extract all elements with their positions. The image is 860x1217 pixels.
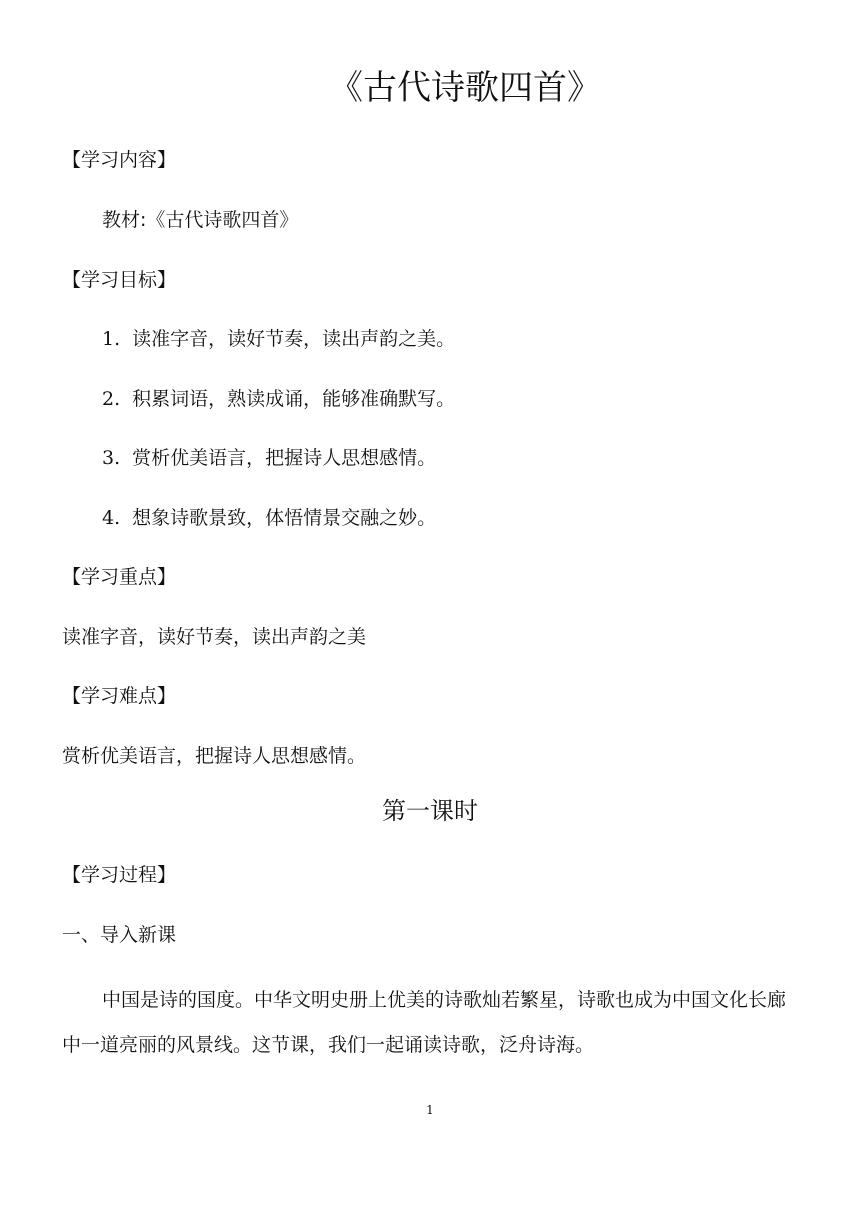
goal-number: 2. [102, 388, 121, 410]
difficulty-text: 赏析优美语言，把握诗人思想感情。 [62, 745, 367, 767]
goal-text: 读准字音，读好节奏，读出声韵之美。 [132, 328, 456, 350]
goal-text: 赏析优美语言，把握诗人思想感情。 [132, 447, 437, 469]
content-text: 教材:《古代诗歌四首》 [102, 209, 299, 231]
goal-number: 4. [102, 507, 121, 529]
section-heading-content: 【学习内容】 [62, 149, 177, 171]
lesson-title: 第一课时 [382, 797, 478, 825]
section-heading-focus: 【学习重点】 [62, 566, 177, 588]
section-heading-difficulty: 【学习难点】 [62, 685, 177, 707]
goal-text: 想象诗歌景致，体悟情景交融之妙。 [132, 507, 437, 529]
document-title: 《古代诗歌四首》 [329, 68, 601, 108]
goal-number: 1. [102, 328, 121, 350]
step-heading: 一、导入新课 [62, 924, 177, 946]
goal-number: 3. [102, 447, 121, 469]
goal-item [102, 327, 455, 351]
page-number: 1 [426, 1103, 434, 1117]
section-heading-goals: 【学习目标】 [62, 269, 177, 291]
goal-item [102, 446, 436, 470]
focus-text: 读准字音，读好节奏，读出声韵之美 [62, 626, 367, 648]
goal-item [102, 387, 455, 411]
goal-item [102, 506, 436, 530]
goal-text: 积累词语，熟读成诵，能够准确默写。 [132, 388, 456, 410]
step-paragraph: 中国是诗的国度。中华文明史册上优美的诗歌灿若繁星，诗歌也成为中国文化长廊中一道亮丽的风景线。这节课，我们一起诵读诗歌，泛舟诗海。 [62, 989, 787, 1056]
section-heading-process: 【学习过程】 [62, 864, 177, 886]
